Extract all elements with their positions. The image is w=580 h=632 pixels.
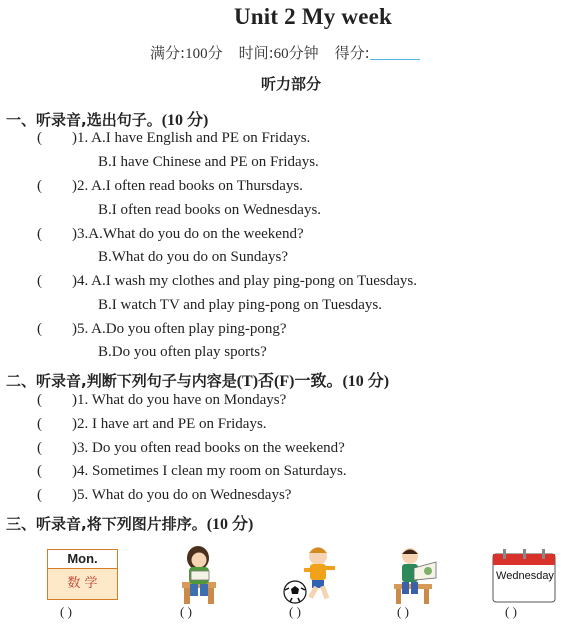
time-unit: 分钟 bbox=[288, 44, 319, 62]
answer-paren[interactable]: ( bbox=[37, 273, 42, 289]
girl-reading-book-icon bbox=[178, 544, 224, 604]
section2-points: (10 分) bbox=[342, 373, 390, 390]
section3-points: (10 分) bbox=[206, 516, 254, 533]
answer-paren[interactable]: ( bbox=[37, 130, 42, 146]
picture-order-paren[interactable]: ( ) bbox=[180, 604, 192, 619]
answer-paren[interactable]: ( bbox=[37, 321, 42, 337]
section3-title: 三、听录音,将下列图片排序。 bbox=[6, 515, 207, 533]
section1-heading bbox=[6, 107, 208, 130]
section1-points: (10 分) bbox=[161, 112, 209, 129]
question-option-a: )3.A.What do you do on the weekend? bbox=[72, 226, 304, 242]
math-class-calendar-icon bbox=[47, 549, 118, 600]
question-option-a: )4. A.I wash my clothes and play ping-pong on Tuesdays. bbox=[72, 273, 417, 289]
answer-paren[interactable]: ( bbox=[37, 463, 42, 479]
time-value: 60 bbox=[273, 46, 289, 62]
section1-title: 一、听录音,选出句子。 bbox=[6, 111, 162, 129]
picture-order-paren[interactable]: ( ) bbox=[60, 604, 72, 619]
question-option-a: )1. A.I have English and PE on Fridays. bbox=[72, 130, 311, 146]
judgement-sentence: )1. What do you have on Mondays? bbox=[72, 392, 287, 408]
time-label: 时间: bbox=[238, 44, 274, 62]
page-title: Unit 2 My week bbox=[233, 4, 393, 29]
question-option-a: )5. A.Do you often play ping-pong? bbox=[72, 321, 287, 337]
answer-paren[interactable]: ( bbox=[37, 487, 42, 503]
full-marks-label: 满分: bbox=[150, 44, 186, 62]
exam-meta bbox=[150, 42, 420, 63]
listening-part-heading: 听力部分 bbox=[260, 75, 321, 93]
answer-paren[interactable]: ( bbox=[37, 440, 42, 456]
boy-playing-football-icon bbox=[282, 544, 342, 604]
answer-paren[interactable]: ( bbox=[37, 392, 42, 408]
section3-heading bbox=[6, 511, 253, 534]
picture-order-paren[interactable]: ( ) bbox=[505, 604, 517, 619]
question-option-b: B.Do you often play sports? bbox=[98, 344, 267, 360]
question-option-a: )2. A.I often read books on Thursdays. bbox=[72, 178, 303, 194]
judgement-sentence: )5. What do you do on Wednesdays? bbox=[72, 487, 292, 503]
question-option-b: B.I watch TV and play ping-pong on Tuesdays. bbox=[98, 297, 383, 313]
question-option-b: B.What do you do on Sundays? bbox=[98, 249, 288, 265]
calendar-day-label: Mon. bbox=[48, 550, 117, 569]
boy-reading-book-icon bbox=[392, 544, 442, 604]
full-marks-unit: 分 bbox=[207, 44, 223, 62]
picture-order-paren[interactable]: ( ) bbox=[289, 604, 301, 619]
section2-title: 二、听录音,判断下列句子与内容是 bbox=[6, 372, 237, 390]
answer-paren[interactable]: ( bbox=[37, 226, 42, 242]
full-marks-value: 100 bbox=[185, 46, 208, 62]
section2-heading bbox=[6, 368, 389, 391]
section2-title-tail: (T)否(F)一致。 bbox=[236, 373, 343, 390]
question-option-b: B.I have Chinese and PE on Fridays. bbox=[98, 154, 319, 170]
wednesday-calendar-icon bbox=[490, 544, 560, 604]
score-blank[interactable] bbox=[370, 45, 420, 60]
calendar-subject-label: 数 学 bbox=[67, 576, 98, 591]
judgement-sentence: )4. Sometimes I clean my room on Saturdays. bbox=[72, 463, 347, 479]
calendar-day-label: Wednesday bbox=[496, 570, 554, 582]
answer-paren[interactable]: ( bbox=[37, 416, 42, 432]
question-option-b: B.I often read books on Wednesdays. bbox=[98, 202, 322, 218]
answer-paren[interactable]: ( bbox=[37, 178, 42, 194]
judgement-sentence: )3. Do you often read books on the weekend? bbox=[72, 440, 345, 456]
picture-order-paren[interactable]: ( ) bbox=[397, 604, 409, 619]
judgement-sentence: )2. I have art and PE on Fridays. bbox=[72, 416, 267, 432]
score-label: 得分: bbox=[334, 44, 370, 62]
